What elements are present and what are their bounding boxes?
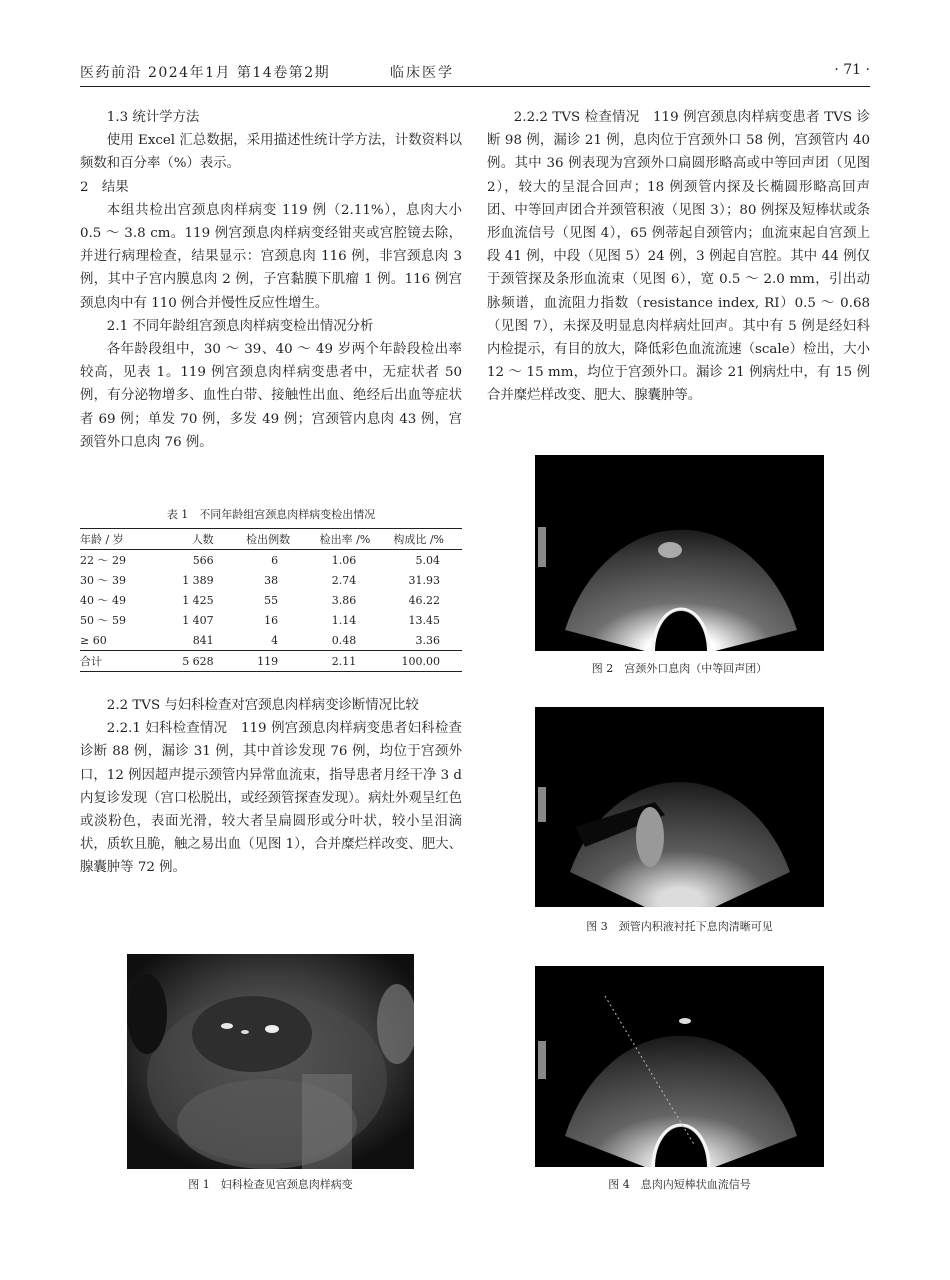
ultrasound-image-4 bbox=[535, 966, 824, 1167]
table-total-row bbox=[80, 651, 462, 672]
table-cell: 22 ～ 29 bbox=[80, 554, 126, 567]
ultrasound-image-2 bbox=[535, 455, 824, 651]
ultrasound-image-3 bbox=[535, 707, 824, 907]
page-header bbox=[80, 62, 870, 84]
section-heading: 2.1 不同年龄组宫颈息肉样病变检出情况分析 bbox=[106, 318, 374, 334]
table-cell: 31.93 bbox=[408, 573, 440, 587]
paragraph: 使用 Excel 汇总数据，采用描述性统计学方法，计数资料以频数和百分率（%）表示。 bbox=[80, 133, 462, 172]
paragraph: 各年龄段组中，30 ～ 39、40 ～ 49 岁两个年龄段检出率较高，见表 1。119 例宫颈息肉样病变患者中，无症状者 50 例，有分泌物增多、血性白带、接触性出血、绝经后出血等症状者 69 例；单发 70 例，多发 49 例；宫颈管内息肉 43 例，宫颈管外口息肉 76 例。 bbox=[80, 342, 462, 450]
table-row bbox=[80, 570, 462, 590]
paragraph: 2.2.1 妇科检查情况 119 例宫颈息肉样病变患者妇科检查诊断 88 例，漏诊 31 例，其中首诊发现 76 例，均位于宫颈外口，12 例因超声提示颈管内异常血流束，指导患者月经干净 3 d 内复诊发现（宫口松脱出，或经颈管探查发现）。病灶外观呈红色或淡粉色，表面光滑，较大者呈扁圆形或分叶状，较小呈泪滴状，质软且脆，触之易出血（见图 1），合并糜烂样改变、肥大、腺囊肿等 72 例。 bbox=[80, 721, 462, 876]
table-cell: ≥ 60 bbox=[80, 633, 107, 647]
section-name: 临床医学 bbox=[390, 65, 454, 81]
table-cell: 5.04 bbox=[415, 553, 440, 567]
table-header: 年龄 / 岁 bbox=[80, 529, 160, 550]
figure-1-caption: 图 1 妇科检查见宫颈息肉样病变 bbox=[188, 1178, 353, 1191]
table-header: 构成比 /% bbox=[370, 529, 462, 550]
paragraph: 本组共检出宫颈息肉样病变 119 例（2.11%），息肉大小 0.5 ～ 3.8 cm。119 例宫颈息肉样病变经钳夹或宫腔镜去除，并进行病理检查，结果显示：宫颈息肉 116 例，非宫颈息肉 3 例，其中子宫内膜息肉 2 例，子宫黏膜下肌瘤 1 例。116 例宫颈息肉中有 110 例合并慢性反应性增生。 bbox=[80, 202, 462, 311]
table-cell: 4 bbox=[271, 633, 279, 647]
gyn-exam-image bbox=[127, 954, 414, 1169]
table-cell: 2.11 bbox=[290, 651, 370, 672]
journal-info: 医药前沿 2024年1月 第14卷第2期 bbox=[80, 65, 331, 81]
table-header-row bbox=[80, 529, 462, 550]
header-rule bbox=[80, 86, 870, 87]
paragraph: 2.2.2 TVS 检查情况 119 例宫颈息肉样病变患者 TVS 诊断 98 例，漏诊 21 例，息肉位于宫颈外口 58 例，宫颈管内 40 例。其中 36 例表现为宫颈外口扁圆形略高或中等回声团（见图 2），较大的呈混合回声；18 例颈管内探及长椭圆形略高回声团、中等回声团合并颈管积液（见图 3）；80 例探及短棒状或条形血流信号（见图 4），65 例蒂起自颈管内；血流束起自宫颈上段 41 例，中段（见图 5）24 例，3 例起自宫腔。其中 44 例仅于颈管探及条形血流束（见图 6），宽 0.5 ～ 2.0 mm，引出动脉频谱，血流阻力指数（resistance index, RI）0.5 ～ 0.68（见图 7），未探及明显息肉样病灶回声。其中有 5 例是经妇科内检提示，有目的放大，降低彩色血流流速（scale）检出，大小 12 ～ 15 mm，均位于宫颈外口。漏诊 21 例病灶中，有 15 例合并糜烂样改变、肥大、腺囊肿等。 bbox=[487, 110, 870, 404]
table-cell: 1.14 bbox=[331, 613, 357, 627]
table-cell: 3.86 bbox=[331, 593, 357, 607]
table-1 bbox=[80, 506, 462, 672]
figure-4-caption: 图 4 息肉内短棒状血流信号 bbox=[608, 1178, 751, 1191]
table-cell: 40 ～ 49 bbox=[80, 594, 126, 607]
table-cell: 841 bbox=[192, 633, 214, 647]
section-heading: 1.3 统计学方法 bbox=[106, 110, 200, 125]
section-heading: 2.2 TVS 与妇科检查对宫颈息肉样病变诊断情况比较 bbox=[106, 698, 419, 713]
table-cell: 119 bbox=[214, 651, 290, 672]
section-heading: 2 结果 bbox=[80, 179, 129, 195]
table-cell: 1.06 bbox=[331, 553, 357, 567]
page-number: · 71 · bbox=[834, 62, 870, 78]
figure-1-photo bbox=[127, 954, 414, 1169]
table-cell: 合计 bbox=[80, 651, 160, 672]
table-cell: 0.48 bbox=[331, 633, 357, 647]
figure-4-ultrasound bbox=[535, 966, 824, 1167]
table-cell: 30 ～ 39 bbox=[80, 574, 126, 587]
left-column-top bbox=[80, 106, 462, 454]
table-caption: 表 1 不同年龄组宫颈息肉样病变检出情况 bbox=[166, 508, 376, 521]
table-cell: 1 425 bbox=[182, 593, 214, 607]
table-header: 人数 bbox=[160, 529, 213, 550]
table-cell: 50 ～ 59 bbox=[80, 614, 126, 627]
table-cell: 566 bbox=[192, 553, 214, 567]
table-cell: 38 bbox=[264, 573, 279, 587]
table-cell: 16 bbox=[264, 613, 279, 627]
figure-3-caption: 图 3 颈管内积液衬托下息肉清晰可见 bbox=[586, 920, 773, 933]
right-column-top bbox=[487, 106, 870, 408]
table-cell: 1 407 bbox=[182, 613, 214, 627]
table-header: 检出例数 bbox=[214, 529, 290, 550]
table-row bbox=[80, 630, 462, 651]
figure-3-ultrasound bbox=[535, 707, 824, 907]
table-cell: 13.45 bbox=[408, 613, 440, 627]
table-cell: 100.00 bbox=[370, 651, 462, 672]
table-cell: 55 bbox=[264, 593, 279, 607]
table-cell: 2.74 bbox=[331, 573, 357, 587]
data-table bbox=[80, 528, 462, 672]
table-header: 检出率 /% bbox=[290, 529, 370, 550]
table-row bbox=[80, 550, 462, 571]
table-cell: 5 628 bbox=[160, 651, 213, 672]
table-cell: 6 bbox=[271, 553, 279, 567]
figure-2-ultrasound bbox=[535, 455, 824, 651]
table-cell: 1 389 bbox=[182, 573, 214, 587]
table-row bbox=[80, 610, 462, 630]
table-row bbox=[80, 590, 462, 610]
table-cell: 3.36 bbox=[415, 633, 440, 647]
figure-2-caption: 图 2 宫颈外口息肉（中等回声团） bbox=[591, 662, 768, 675]
left-column-bottom bbox=[80, 694, 462, 880]
table-cell: 46.22 bbox=[408, 593, 440, 607]
